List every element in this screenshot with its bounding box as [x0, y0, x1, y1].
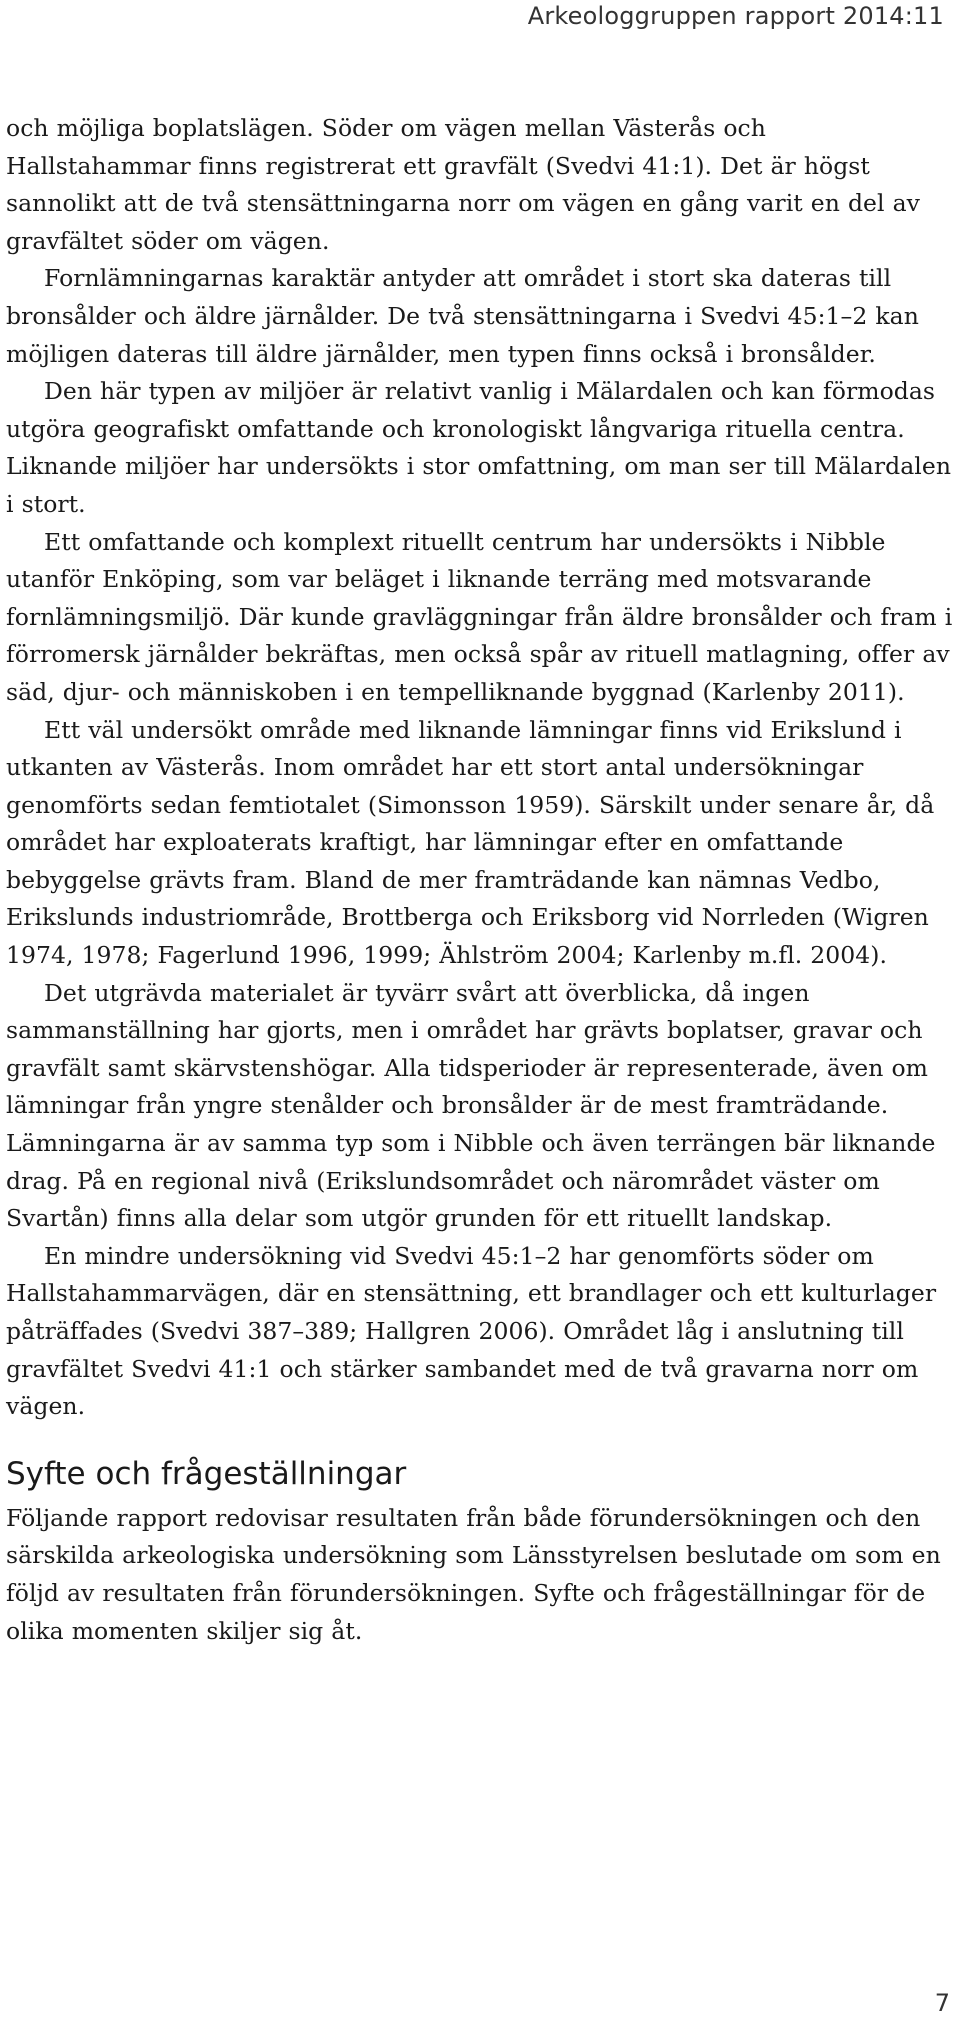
page-number: 7 — [934, 1989, 950, 2017]
body-paragraph-6: Det utgrävda materialet är tyvärr svårt att överblicka, då ingen sammanställning har gjorts, men i området har grävts boplatser, gravar och gravfält samt skärvstenshögar. Alla tidsperioder är representerade, även om lämningar från yngre stenålder och bronsålder är de mest framträdande. Lämningarna är av samma typ som i Nibble och även terrängen bär liknande drag. På en regional nivå (Erikslundsområdet och närområdet väster om Svartån) finns alla delar som utgör grunden för ett rituellt landskap. — [6, 978, 936, 1233]
body-paragraph-5: Ett väl undersökt område med liknande lämningar finns vid Erikslund i utkanten av Västerås. Inom området har ett stort antal undersökningar genomförts sedan femtiotalet (Simonsson 1959). Särskilt under senare år, då området har exploaterats kraftigt, har lämningar efter en omfattande bebyggelse grävts fram. Bland de mer framträdande kan nämnas Vedbo, Erikslunds industriområde, Brottberga och Eriksborg vid Norrleden (Wigren 1974, 1978; Fagerlund 1996, 1999; Ählström 2004; Karlenby m.fl. 2004). — [6, 715, 935, 970]
body-paragraph-4: Ett omfattande och komplext rituellt centrum har undersökts i Nibble utanför Enköping, som var beläget i liknande terräng med motsvarande fornlämningsmiljö. Där kunde gravläggningar från äldre bronsålder och fram i förromersk järnålder bekräftas, men också spår av rituell matlagning, offer av säd, djur- och människoben i en tempelliknande byggnad (Karlenby 2011). — [6, 527, 953, 706]
running-header: Arkeologgruppen rapport 2014:11 — [527, 2, 944, 30]
body-paragraph-2: Fornlämningarnas karaktär antyder att området i stort ska dateras till bronsålder och äldre järnålder. De två stensättningarna i Svedvi 45:1–2 kan möjligen dateras till äldre järnålder, men typen finns också i bronsålder. — [6, 264, 919, 368]
body-paragraph-3: Den här typen av miljöer är relativt vanlig i Mälardalen och kan förmodas utgöra geografiskt omfattande och kronologiskt långvariga rituella centra. Liknande miljöer har undersökts i stor omfattning, om man ser till Mälardalen i stort. — [6, 377, 952, 518]
body-paragraph-1: och möjliga boplatslägen. Söder om vägen mellan Västerås och Hallstahammar finns registrerat ett gravfält (Svedvi 41:1). Det är högst sannolikt att de två stensättningarna norr om vägen en gång varit en del av gravfältet söder om vägen. — [6, 114, 920, 255]
section-heading: Syfte och frågeställningar — [6, 1455, 407, 1492]
page-body — [6, 110, 956, 1650]
section-paragraph: Följande rapport redovisar resultaten från både förundersökningen och den särskilda arkeologiska undersökning som Länsstyrelsen beslutade om som en följd av resultaten från förundersökningen. Syfte och frågeställningar för de olika momenten skiljer sig åt. — [6, 1503, 941, 1645]
body-paragraph-7: En mindre undersökning vid Svedvi 45:1–2 har genomförts söder om Hallstahammarvägen, där en stensättning, ett brandlager och ett kulturlager påträffades (Svedvi 387–389; Hallgren 2006). Området låg i anslutning till gravfältet Svedvi 41:1 och stärker sambandet med de två gravarna norr om vägen. — [6, 1241, 937, 1421]
